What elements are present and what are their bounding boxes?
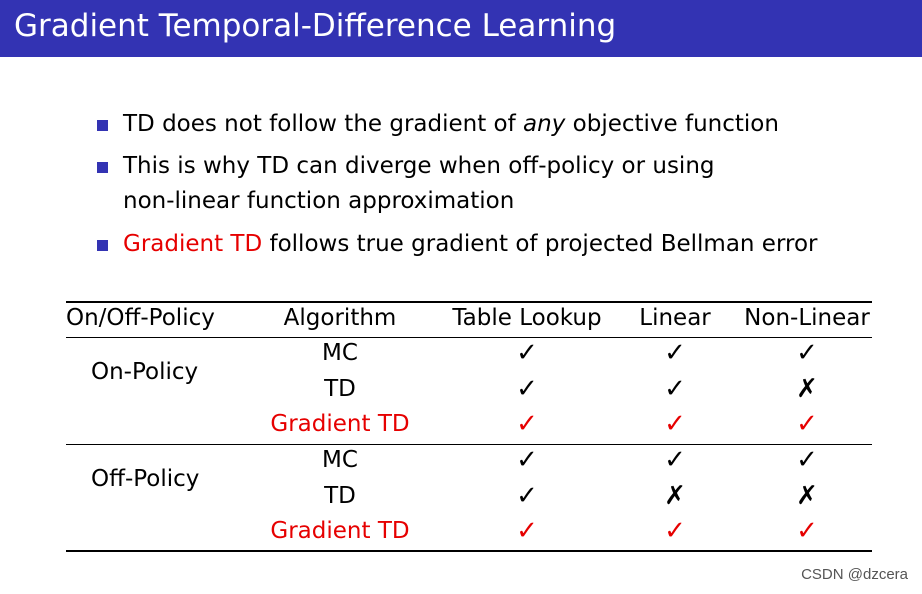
check-mark: ✓ [664, 445, 686, 475]
bullet-1-text: TD does not follow the gradient of [123, 111, 524, 137]
table-header-rule [66, 337, 872, 338]
cross-mark: ✗ [796, 374, 818, 404]
algorithm-cell: Gradient TD [270, 411, 410, 437]
bullet-1-text-end: objective function [565, 111, 779, 137]
check-mark: ✓ [516, 445, 538, 475]
check-mark: ✓ [796, 445, 818, 475]
header-table-lookup: Table Lookup [452, 305, 602, 331]
bullet-1-emphasis: any [523, 111, 566, 137]
cross-mark: ✗ [664, 481, 686, 511]
bullet-3-text: follows true gradient of projected Bellman error [262, 231, 818, 257]
algorithm-cell: TD [324, 376, 356, 402]
group-label-on-policy: On-Policy [91, 359, 199, 385]
algorithm-cell: Gradient TD [270, 518, 410, 544]
algorithm-cell: MC [322, 447, 358, 473]
header-linear: Linear [639, 305, 711, 331]
check-mark: ✓ [516, 374, 538, 404]
algorithm-cell: MC [322, 340, 358, 366]
bullet-2-line-2: non-linear function approximation [123, 188, 515, 214]
check-mark: ✓ [516, 516, 538, 546]
algorithm-cell: TD [324, 483, 356, 509]
check-mark: ✓ [516, 481, 538, 511]
watermark: CSDN @dzcera [801, 566, 908, 583]
table-group-rule [66, 444, 872, 445]
check-mark: ✓ [664, 516, 686, 546]
header-non-linear: Non-Linear [744, 305, 870, 331]
check-mark: ✓ [796, 409, 818, 439]
check-mark: ✓ [796, 338, 818, 368]
bullet-2-line-1: This is why TD can diverge when off-policy or using [123, 153, 715, 179]
check-mark: ✓ [516, 338, 538, 368]
check-mark: ✓ [796, 516, 818, 546]
check-mark: ✓ [516, 409, 538, 439]
table-bottom-rule [66, 550, 872, 552]
check-mark: ✓ [664, 338, 686, 368]
header-policy: On/Off-Policy [66, 305, 215, 331]
group-label-off-policy: Off-Policy [91, 466, 200, 492]
bullet-3-highlight: Gradient TD [123, 231, 263, 257]
cross-mark: ✗ [796, 481, 818, 511]
header-algorithm: Algorithm [283, 305, 397, 331]
check-mark: ✓ [664, 374, 686, 404]
check-mark: ✓ [664, 409, 686, 439]
slide-title: Gradient Temporal-Difference Learning [14, 8, 617, 44]
